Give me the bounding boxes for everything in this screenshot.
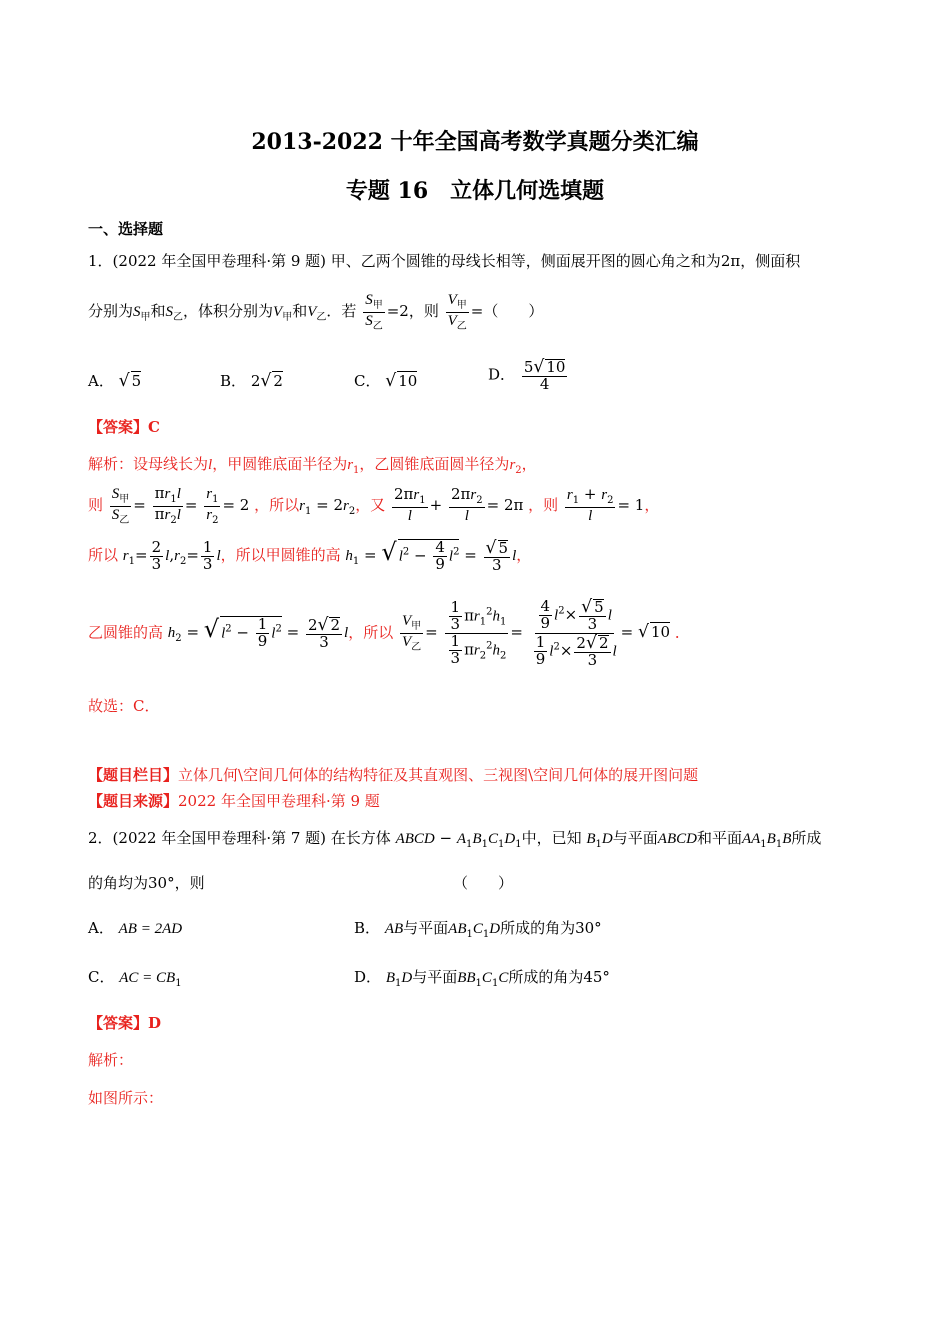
q1-stem-line2: 分别为$S_甲$和$S_乙$，体积分别为$V_甲$和$V_乙$．若 $\frac{S_甲}{S_乙}$ =2，则 $\frac{V_甲}{V_乙}$ =（ ） [88,292,544,332]
section-heading: 一、选择题 [88,220,164,238]
q2-answer-paren: （ ） [453,874,514,892]
document-subtitle: 专题 16 立体几何选填题 [345,178,605,204]
q1-answer: 【答案】C [88,418,160,436]
q2-stem-line2: 的角均为30°，则 [88,874,205,892]
q1-column: 【题目栏目】立体几何\空间几何体的结构特征及其直观图、三视图\空间几何体的展开图问题 [88,766,699,784]
q1-analysis-line1: 解析：设母线长为l，甲圆锥底面半径为$r_1$，乙圆锥底面圆半径为$r_2$， [88,455,537,476]
q1-source: 【题目来源】2022 年全国甲卷理科·第 9 题 [88,792,380,810]
q2-option-a: A． AB = 2AD [88,919,183,937]
q1-analysis-line2: 则 $\frac{S_甲}{S_乙}$ = $\frac{\pi r_1l}{\pi r_2l}$ = $\frac{r_1}{r_2}$ = 2 ，所以$r_1 = 2r_2$，又 $\frac{2\pi r_1}{l}$ + $\frac{2\pi r_2}{l}$ = 2π ，则 $\frac{r_1 + r_2}{l}$ = 1， [88,484,660,526]
q1-analysis-line3: 所以 $r_1=$ $\frac{2}{3}$ $l,r_2=$ $\frac{1}{3}$ l，所以甲圆锥的高 $h_1$ = √ $l^2$ − $\frac{4}{9}$ $l^2$ = $\frac{√ 5}{3}$ l， [88,537,532,574]
q2-option-d: D． $B_1D$与平面$BB_1C_1C$所成的角为45° [354,968,610,989]
q1-conclusion: 故选：C． [88,697,160,715]
q1-option-a: A． √ 5 [88,371,142,391]
q2-option-b: B． AB与平面$AB_1C_1D$所成的角为30° [354,919,602,940]
q1-option-c: C． √ 10 [354,371,418,391]
q2-figure-note: 如图所示： [88,1089,164,1107]
q1-option-b: B． 2√ 2 [220,371,283,391]
q1-stem-line1: 1．(2022 年全国甲卷理科·第 9 题) 甲、乙两个圆锥的母线长相等，侧面展开图的圆心角之和为2π，侧面积 [88,252,801,270]
q2-stem-line1: 2．(2022 年全国甲卷理科·第 7 题) 在长方体 ABCD − $A_1B_1C_1D_1$中，已知 $B_1D$与平面ABCD和平面$AA_1B_1B$所成 [88,829,822,850]
q2-answer: 【答案】D [88,1014,162,1032]
q1-option-d: D． $\frac{5√ 10}{4}$ [488,357,566,394]
q2-analysis: 解析： [88,1051,134,1069]
q1-analysis-line4: 乙圆锥的高 $h_2$ = √ $l^2$ − $\frac{1}{9}$ $l^2$ = $\frac{2√ 2}{3}$ l，所以 $\frac{V_甲}{V_乙}$ = $\frac{1}{3}$ $\pi r_1^2h_1$ $\frac{1}{3}$ $\pi r_2^2h_2$ = $\frac{4}{9}$ $l^2\times$ $\frac{√ 5}{3}$ l $\frac{1}{9}$ $l^2\times$ $\frac{2√ 2}{3}$ l = √ 10 ． [88,597,690,669]
q2-option-c: C． AC = $CB_1$ [88,968,182,989]
document-title: 2013-2022 十年全国高考数学真题分类汇编 [251,129,699,155]
